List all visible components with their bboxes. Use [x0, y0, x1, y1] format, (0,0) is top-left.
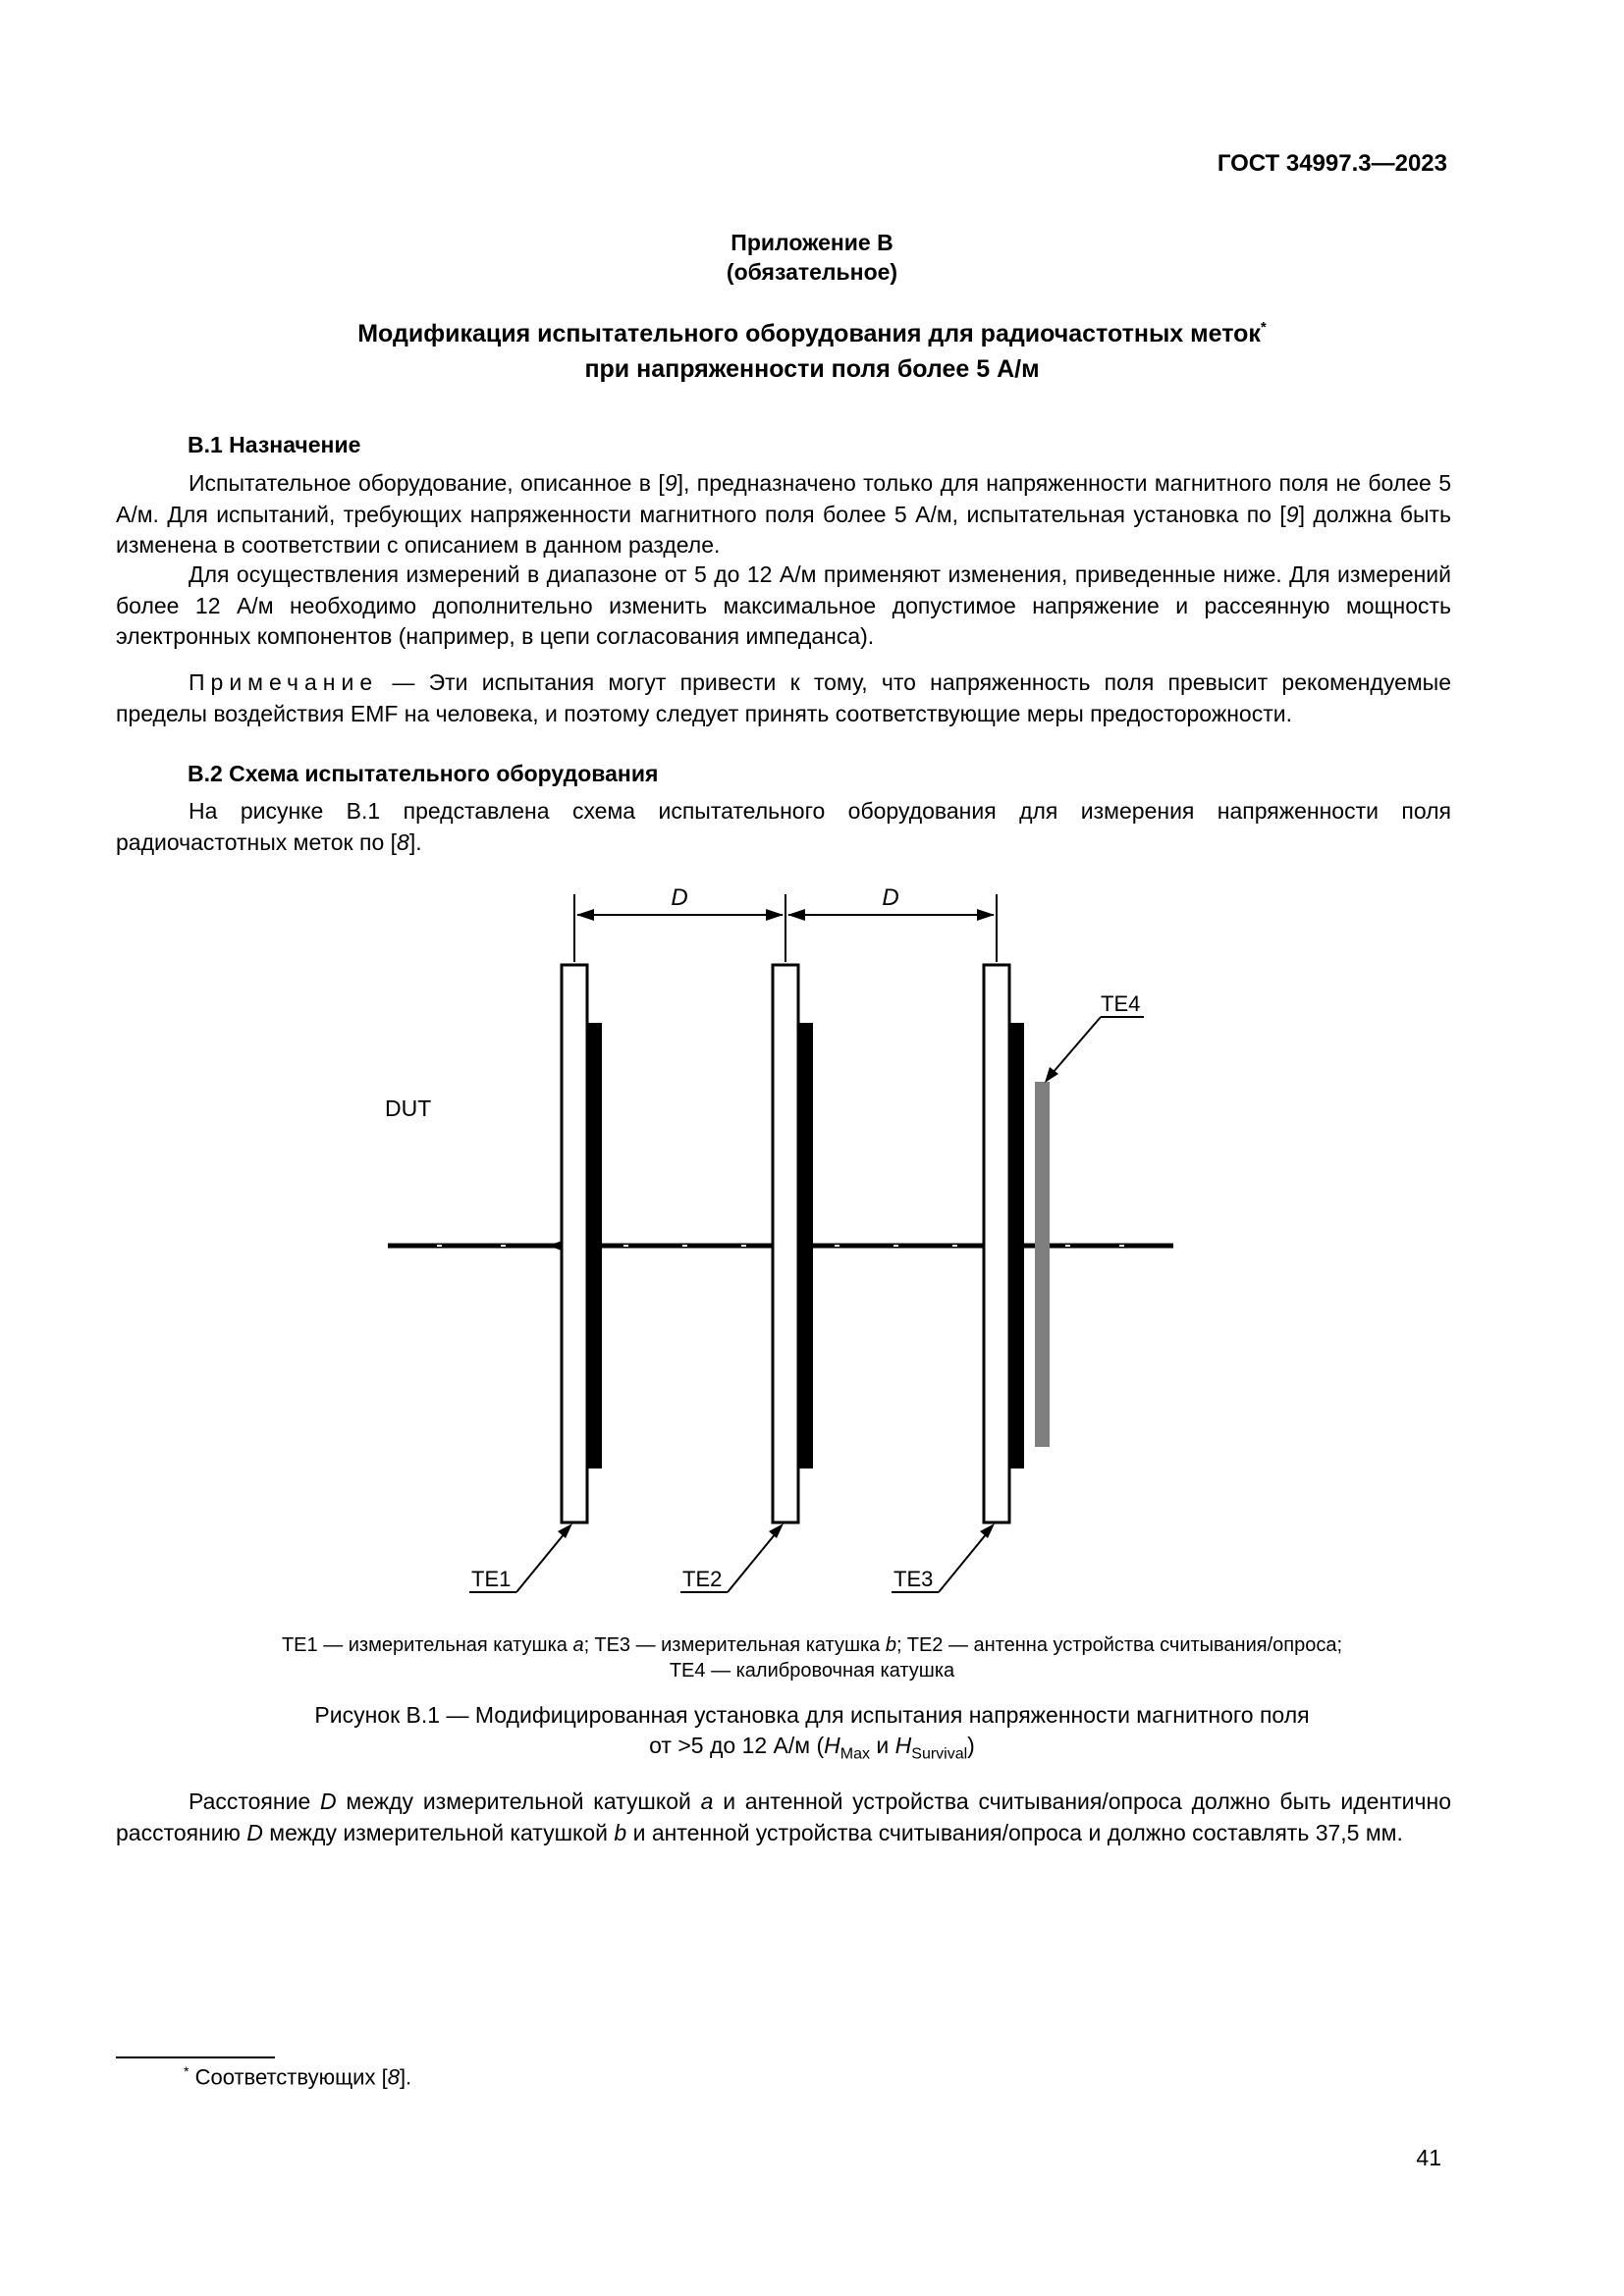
footnote: * Соответствующих [8].: [184, 2063, 412, 2090]
footnote-rule: [116, 2056, 275, 2058]
label-te3: TE3: [893, 1567, 934, 1591]
title-line-1: Модификация испытательного оборудования для радиочастотных меток*: [357, 319, 1267, 347]
leader-arrow: [769, 1523, 784, 1538]
coil-te3: [984, 965, 1009, 1522]
figure-legend: [0, 1632, 1624, 1683]
caption-line-2: от >5 до 12 А/м ($H_{Max}$ и $H_{Survival}$): [649, 1733, 975, 1763]
note: Примечание — Эти испытания могут привести к тому, что напряженность поля превысит рекомендуемые пределы воздействия EMF на человека, и поэтому следует принять соответствующие меры предосторожности.: [116, 669, 1452, 726]
coil-te1-winding: [588, 1023, 602, 1468]
footnote-mark: *: [1260, 319, 1267, 336]
note-label: Примечание: [189, 669, 379, 695]
paragraph-b2-1: На рисунке В.1 представлена схема испытательного оборудования для измерения напряженности поля радиочастотных меток по [8].: [116, 798, 1451, 855]
caption-line-1: Рисунок В.1 — Модифицированная установка для испытания напряженности магнитного поля: [314, 1702, 1310, 1728]
leader-line: [1047, 1017, 1101, 1080]
leader-line: [728, 1527, 781, 1592]
page-number: 41: [1416, 2145, 1441, 2170]
coil-te2: [773, 965, 798, 1522]
label-te2: TE2: [682, 1567, 723, 1591]
label-te4: TE4: [1101, 991, 1141, 1016]
dimension-label-d: D: [882, 884, 899, 911]
document-header: ГОСТ 34997.3—2023: [1217, 150, 1447, 177]
legend-line-1: TE1 — измерительная катушка a; TE3 — измерительная катушка b; TE2 — антенна устройства считывания/опроса;: [281, 1634, 1343, 1656]
coil-te3-winding: [1010, 1023, 1024, 1468]
paragraph-b1-1: Испытательное оборудование, описанное в [9], предназначено только для напряженности магнитного поля не более 5 А/м. Для испытаний, требующих напряженности магнитного поля более 5 А/м, испытательная установка по [9] должна быть изменена в соответствии с описанием в данном разделе.: [116, 470, 1452, 558]
ref-9: 9: [664, 470, 677, 496]
label-te1: TE1: [471, 1567, 512, 1591]
annex-status: (обязательное): [726, 259, 898, 285]
leader-line: [516, 1527, 569, 1592]
ref-8: 8: [397, 828, 409, 855]
calibration-coil-te4: [1035, 1082, 1050, 1447]
title-line-2: при напряженности поля более 5 А/м: [584, 355, 1040, 383]
annex-label: Приложение В: [731, 230, 893, 255]
leader-arrow: [558, 1523, 572, 1538]
legend-line-2: TE4 — калибровочная катушка: [669, 1660, 955, 1682]
label-dut: DUT: [385, 1095, 432, 1121]
section-heading-b2: В.2 Схема испытательного оборудования: [188, 761, 659, 786]
ref-9: 9: [1285, 501, 1299, 527]
leader-line: [939, 1527, 992, 1592]
figure-caption: [0, 1700, 1624, 1761]
dimension-label-d: D: [671, 884, 688, 911]
section-heading-b1: В.1 Назначение: [188, 432, 361, 457]
coil-te1: [562, 965, 587, 1522]
paragraph-distance: Расстояние D между измерительной катушкой a и антенной устройства считывания/опроса должно быть идентично расстоянию D между измерительной катушкой b и антенной устройства считывания/опроса и должно составлять 37,5 мм.: [116, 1789, 1451, 1845]
paragraph-b1-2: Для осуществления измерений в диапазоне от 5 до 12 А/м применяют изменения, приведенные ниже. Для измерений более 12 А/м необходимо дополнительно изменить максимальное допустимое напряжение и рассеянную мощность электронных компонентов (например, в цепи согласования импеданса).: [116, 561, 1451, 649]
leader-arrow: [980, 1523, 995, 1538]
coil-te2-winding: [799, 1023, 813, 1468]
ref-8: 8: [387, 2064, 400, 2090]
